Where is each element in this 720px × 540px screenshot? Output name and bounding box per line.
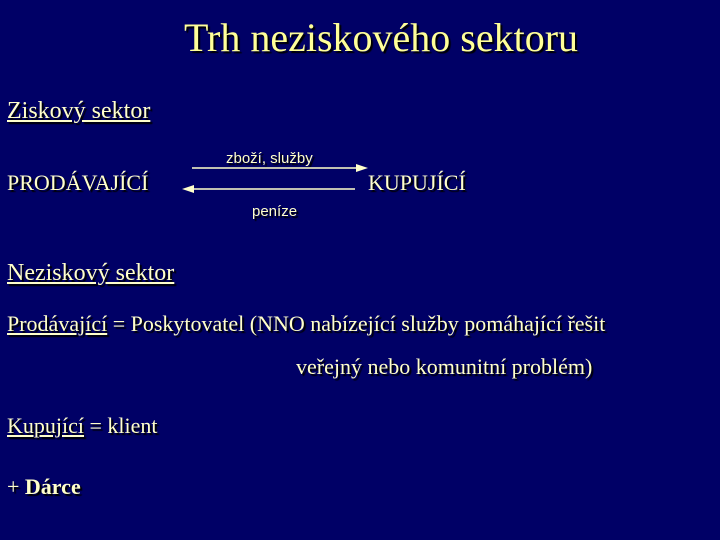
- goods-arrow-head: [356, 164, 368, 172]
- profit-sector-heading: Ziskový sektor: [7, 98, 151, 124]
- exchange-arrows: [180, 160, 370, 200]
- buyer-label: KUPUJÍCÍ: [368, 170, 466, 195]
- goods-services-label: zboží, služby: [226, 150, 313, 167]
- plus-sign: +: [7, 474, 25, 499]
- provider-definition-text: Poskytovatel (NNO nabízející služby pomáhající řešit: [130, 311, 606, 336]
- seller-label: PRODÁVAJÍCÍ: [7, 170, 149, 195]
- money-label: peníze: [252, 203, 298, 220]
- page-title: Trh neziskového sektoru: [183, 15, 579, 60]
- client-definition-text: klient: [107, 413, 158, 438]
- provider-definition: [7, 311, 605, 337]
- client-definition: [7, 413, 158, 439]
- provider-equals: =: [107, 311, 131, 336]
- client-term: Kupující: [7, 413, 84, 438]
- client-equals: =: [84, 413, 108, 438]
- donor-term: Dárce: [24, 474, 81, 499]
- provider-term: Prodávající: [7, 311, 108, 336]
- provider-definition-continuation: veřejný nebo komunitní problém): [296, 354, 593, 379]
- money-arrow-head: [182, 185, 194, 193]
- donor-line: [7, 474, 81, 500]
- nonprofit-sector-heading: Neziskový sektor: [7, 260, 175, 286]
